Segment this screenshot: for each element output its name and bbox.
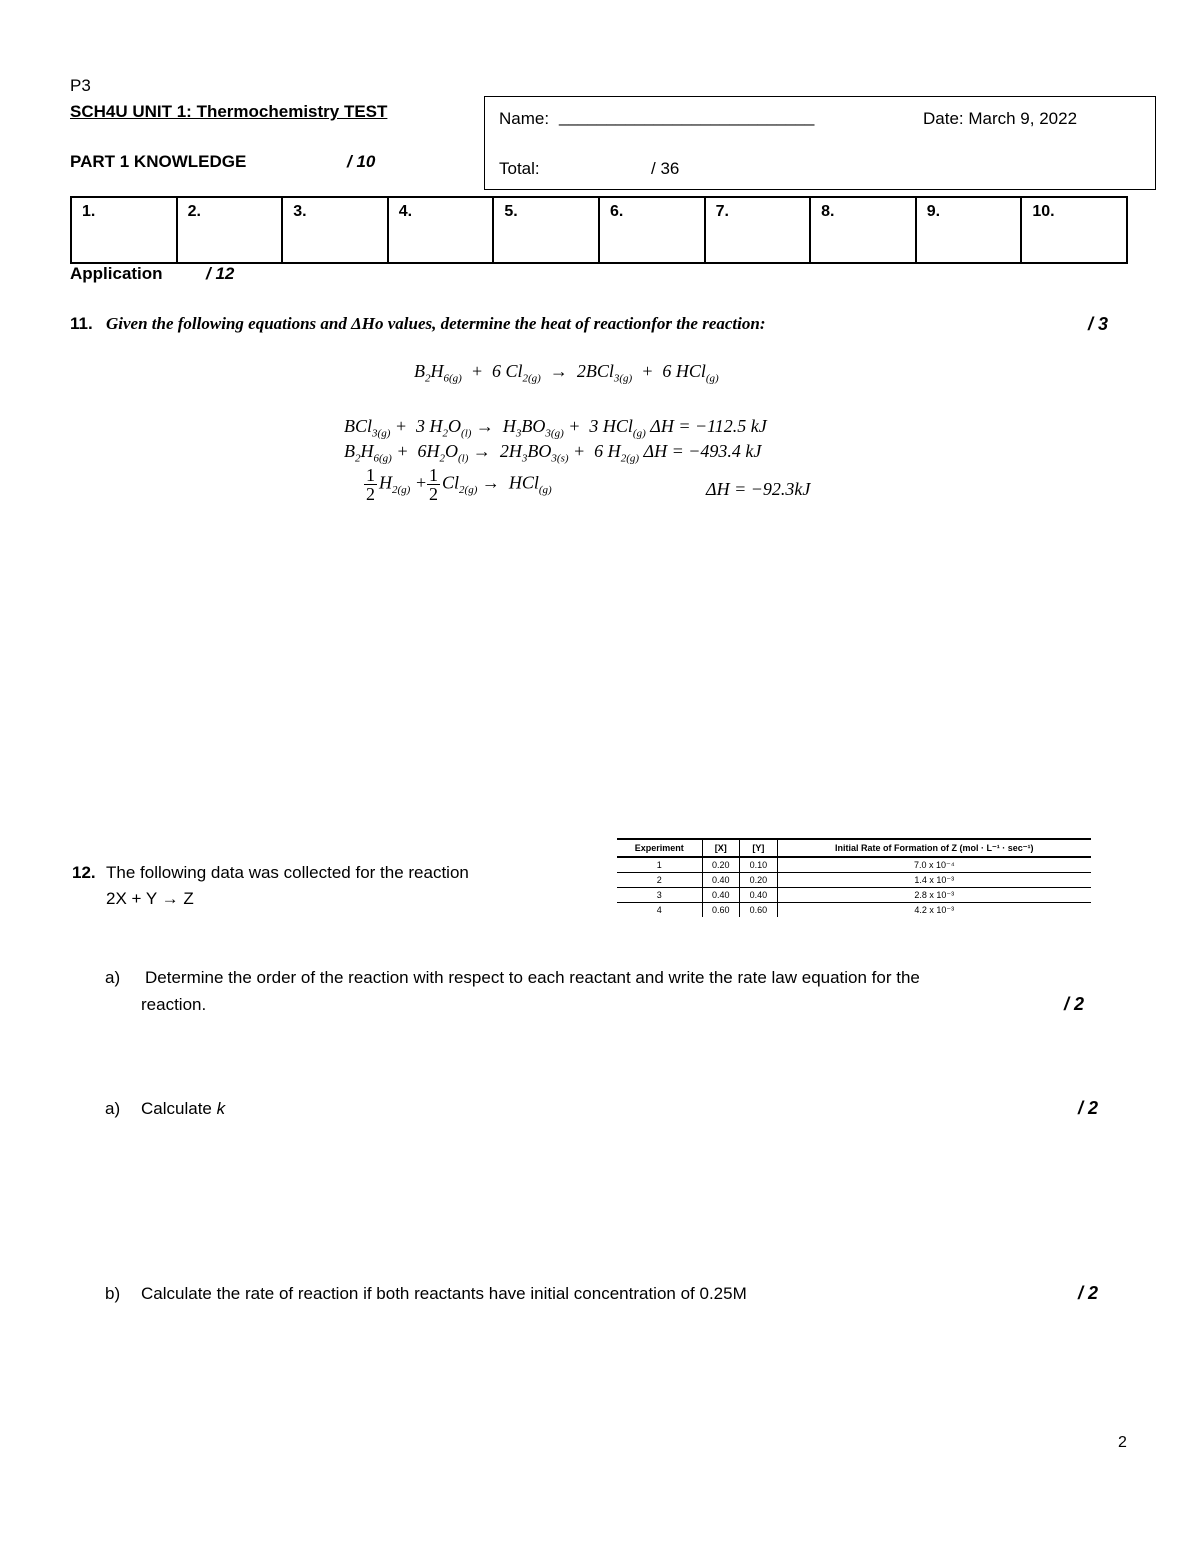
rate-data-table (617, 838, 1091, 917)
table-cell: 0.20 (702, 857, 740, 873)
answer-cell[interactable]: 1. (71, 197, 177, 263)
answer-grid (70, 196, 1128, 264)
answer-cell[interactable]: 8. (810, 197, 916, 263)
answer-cell[interactable]: 10. (1021, 197, 1127, 263)
table-cell: 0.40 (702, 873, 740, 888)
table-row (617, 857, 1091, 873)
q12-number: 12. (72, 863, 96, 882)
q11-text: Given the following equations and ΔHo values, determine the heat of reactionfor the reaction: (106, 314, 766, 333)
period-label: P3 (70, 76, 91, 95)
table-header: Initial Rate of Formation of Z (mol · L⁻¹ · sec⁻¹) (777, 839, 1091, 857)
table-cell: 2.8 x 10⁻³ (777, 888, 1091, 903)
test-title: SCH4U UNIT 1: Thermochemistry TEST (70, 102, 388, 121)
answer-cell[interactable]: 3. (282, 197, 388, 263)
part-a2-variable: k (216, 1099, 226, 1118)
table-header: [X] (702, 839, 740, 857)
given-equation-2: $B_2H_{6(g)} + 6H_2O_{(l)} \to 2H_3BO_{3(s)} + 6$ $H_{2(g)}$ ΔH = −493.4 kJ (344, 441, 762, 465)
date-label: Date: March 9, 2022 (923, 109, 1078, 128)
total-label: Total: (499, 159, 540, 178)
q11-marks: / 3 (1088, 314, 1109, 334)
part-b-letter: b) (105, 1284, 121, 1303)
answer-cell[interactable]: 4. (388, 197, 494, 263)
table-row (617, 888, 1091, 903)
answer-cell[interactable]: 2. (177, 197, 283, 263)
answer-cell[interactable]: 5. (493, 197, 599, 263)
part-a2-text (141, 1099, 225, 1119)
application-label: Application (70, 264, 163, 283)
student-info-box (484, 96, 1156, 190)
table-cell: 1 (617, 857, 702, 873)
part-a1-text: Determine the order of the reaction with respect to each reactant and write the rate law equation for the (145, 968, 920, 987)
eq3-delta-h: ΔH = −92.3kJ (706, 479, 811, 499)
answer-cell[interactable]: 9. (916, 197, 1022, 263)
part1-marks: / 10 (347, 152, 376, 171)
name-field[interactable]: ___________________________ (559, 107, 815, 126)
target-equation: $B_2H_{6(g)} + 6$ $Cl_{2(g)} \to 2BCl_{3(g)} + 6$ HCl$_{(g)}$ (414, 361, 719, 385)
table-cell: 0.10 (740, 857, 778, 873)
total-marks: / 36 (651, 159, 680, 178)
part-a2-marks: / 2 (1078, 1098, 1099, 1118)
given-equation-1: BCl$_{3(g)}$ + 3 $H_2O_{(l)} \to H_3BO_{3(g)} + 3$ HCl$_{(g)}$ ΔH = −112.5 kJ (344, 416, 767, 440)
part-a2-label: Calculate (141, 1099, 212, 1118)
table-header: Experiment (617, 839, 702, 857)
part-b-marks: / 2 (1078, 1283, 1099, 1303)
table-cell: 0.60 (702, 903, 740, 918)
table-row (617, 873, 1091, 888)
eq1-delta-h: ΔH = −112.5 kJ (650, 416, 767, 436)
table-cell: 4 (656, 905, 662, 915)
answer-cell[interactable]: 7. (705, 197, 811, 263)
table-cell: 7.0 x 10⁻⁴ (777, 857, 1091, 873)
table-cell: 0.40 (702, 888, 740, 903)
table-cell: 0.40 (740, 888, 778, 903)
part-b-text: Calculate the rate of reaction if both reactants have initial concentration of 0.25M (141, 1284, 747, 1303)
part-a1-text-2: reaction. (141, 995, 207, 1014)
table-row (617, 903, 1091, 918)
answer-cell[interactable]: 6. (599, 197, 705, 263)
name-label: Name: (499, 109, 550, 128)
table-cell: 2 (617, 873, 702, 888)
application-marks: / 12 (206, 264, 235, 283)
page-number: 2 (1118, 1434, 1127, 1451)
given-equation-3: $\frac{1}{2}$ $H_{2(g)}$ + $\frac{1}{2}$ $Cl_{2(g)} \to HCl_{(g)}$ (366, 465, 552, 504)
part1-label: PART 1 KNOWLEDGE (70, 152, 247, 171)
table-cell: 0.60 (740, 903, 778, 918)
table-cell: 1.4 x 10⁻³ (777, 873, 1091, 888)
part-a1-marks: / 2 (1064, 994, 1085, 1014)
q12-text: The following data was collected for the reaction (106, 863, 469, 882)
q12-reaction: 2X + Y → Z (106, 889, 194, 908)
part-a2-letter: a) (105, 1099, 121, 1118)
table-cell: 3 (617, 888, 702, 903)
q11-number: 11. (70, 314, 93, 333)
table-cell: 4.2 x 10⁻³ (777, 903, 1091, 918)
table-cell: 0.20 (740, 873, 778, 888)
part-a1-letter: a) (105, 968, 121, 987)
eq2-delta-h: ΔH = −493.4 kJ (643, 441, 762, 461)
table-header: [Y] (740, 839, 778, 857)
